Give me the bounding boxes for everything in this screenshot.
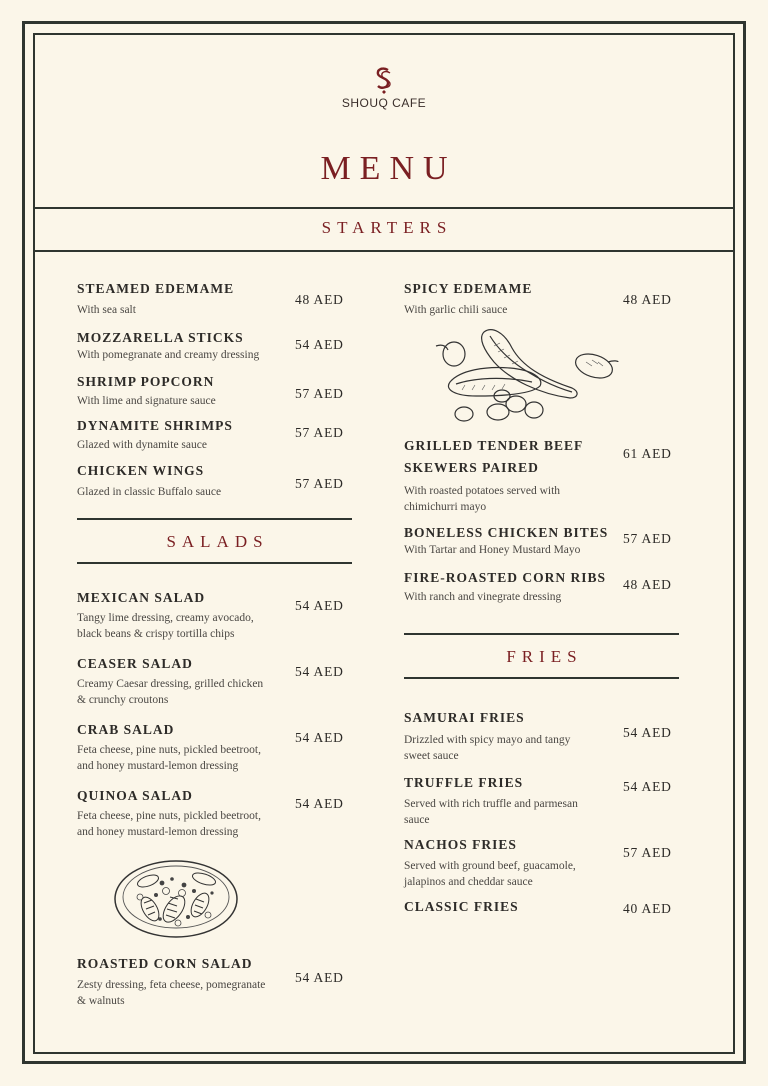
- item-desc: jalapinos and cheddar sauce: [404, 876, 533, 888]
- menu-item: [77, 787, 261, 840]
- item-price: 54 AED: [295, 598, 344, 613]
- item-desc: With Tartar and Honey Mustard Mayo: [404, 544, 581, 556]
- menu-item: [77, 721, 261, 774]
- item-desc: Zesty dressing, feta cheese, pomegranate: [77, 979, 266, 991]
- item-desc: With ranch and vinegrate dressing: [404, 591, 562, 603]
- item-price: 57 AED: [295, 425, 344, 440]
- item-name: ROASTED CORN SALAD: [77, 956, 253, 971]
- item-price: 54 AED: [295, 730, 344, 745]
- brand-name: SHOUQ CAFE: [341, 96, 427, 110]
- section-title-fries: FRIES: [506, 647, 583, 666]
- menu-item: [77, 417, 233, 453]
- item-price: 54 AED: [295, 664, 344, 679]
- item-desc: sauce: [404, 814, 430, 826]
- fries-rule-top: [404, 633, 679, 635]
- salads-rule-top: [77, 518, 352, 520]
- item-desc: & crunchy croutons: [77, 694, 169, 706]
- item-desc: Served with ground beef, guacamole,: [404, 860, 576, 872]
- item-name: TRUFFLE FRIES: [404, 775, 524, 790]
- item-desc: Glazed in classic Buffalo sauce: [77, 486, 222, 498]
- item-desc: and honey mustard-lemon dressing: [77, 760, 239, 772]
- item-desc: Glazed with dynamite sauce: [77, 439, 207, 451]
- salad-bowl-illustration: [112, 853, 240, 941]
- menu-item: [77, 589, 254, 642]
- menu-item: [404, 280, 532, 318]
- item-name: SAMURAI FRIES: [404, 710, 525, 725]
- brand-logo: [334, 66, 434, 110]
- item-desc: black beans & crispy tortilla chips: [77, 628, 235, 640]
- menu-item: [77, 462, 221, 500]
- item-price: 61 AED: [623, 446, 672, 461]
- item-desc: Feta cheese, pine nuts, pickled beetroot,: [77, 744, 261, 756]
- item-name: CHICKEN WINGS: [77, 463, 205, 478]
- item-desc: chimichurri mayo: [404, 501, 487, 513]
- item-desc: With roasted potatoes served with: [404, 485, 561, 497]
- item-name: DYNAMITE SHRIMPS: [77, 418, 233, 433]
- item-price: 54 AED: [295, 337, 344, 352]
- item-name: SPICY EDEMAME: [404, 281, 533, 296]
- item-name: SHRIMP POPCORN: [77, 374, 215, 389]
- item-desc: sweet sauce: [404, 750, 459, 762]
- item-name: BONELESS CHICKEN BITES: [404, 525, 609, 540]
- item-name: CRAB SALAD: [77, 722, 175, 737]
- item-name: MEXICAN SALAD: [77, 590, 206, 605]
- page-title: MENU: [320, 150, 457, 187]
- item-price: 57 AED: [623, 531, 672, 546]
- section-title-starters: STARTERS: [321, 218, 453, 237]
- item-price: 57 AED: [295, 476, 344, 491]
- item-desc: Feta cheese, pine nuts, pickled beetroot,: [77, 810, 261, 822]
- shouq-logo-icon: [373, 66, 395, 96]
- item-price: 57 AED: [295, 386, 344, 401]
- menu-item: [404, 709, 570, 764]
- menu-item: [404, 774, 578, 828]
- item-desc: With pomegranate and creamy dressing: [77, 349, 260, 361]
- menu-item: [77, 280, 234, 318]
- item-price: 54 AED: [623, 779, 672, 794]
- menu-item: [404, 569, 606, 605]
- item-desc: With lime and signature sauce: [77, 395, 216, 407]
- item-name: STEAMED EDEMAME: [77, 281, 235, 296]
- item-price: 48 AED: [623, 577, 672, 592]
- item-name: QUINOA SALAD: [77, 788, 193, 803]
- item-price: 48 AED: [295, 292, 344, 307]
- menu-item: [77, 329, 259, 363]
- fries-rule-bottom: [404, 677, 679, 679]
- item-name: SKEWERS PAIRED: [404, 460, 539, 475]
- item-name: MOZZARELLA STICKS: [77, 330, 244, 345]
- header-divider: [33, 207, 735, 209]
- item-price: 54 AED: [295, 970, 344, 985]
- item-name: GRILLED TENDER BEEF: [404, 438, 584, 453]
- item-name: NACHOS FRIES: [404, 837, 517, 852]
- starters-divider: [33, 250, 735, 252]
- item-desc: Creamy Caesar dressing, grilled chicken: [77, 678, 264, 690]
- item-name: CLASSIC FRIES: [404, 899, 519, 914]
- menu-item: [77, 655, 263, 708]
- item-desc: Served with rich truffle and parmesan: [404, 798, 578, 810]
- item-price: 54 AED: [295, 796, 344, 811]
- item-desc: Drizzled with spicy mayo and tangy: [404, 734, 571, 746]
- salads-rule-bottom: [77, 562, 352, 564]
- menu-item: [77, 373, 216, 409]
- edamame-illustration: [432, 326, 620, 426]
- item-price: 57 AED: [623, 845, 672, 860]
- item-desc: With sea salt: [77, 304, 136, 316]
- item-desc: With garlic chili sauce: [404, 304, 508, 316]
- item-price: 48 AED: [623, 292, 672, 307]
- item-price: 54 AED: [623, 725, 672, 740]
- item-desc: Tangy lime dressing, creamy avocado,: [77, 612, 254, 624]
- item-name: FIRE-ROASTED CORN RIBS: [404, 570, 607, 585]
- menu-item: [77, 955, 265, 1009]
- menu-item: [404, 437, 583, 515]
- item-price: 40 AED: [623, 901, 672, 916]
- item-name: CEASER SALAD: [77, 656, 193, 671]
- item-desc: and honey mustard-lemon dressing: [77, 826, 239, 838]
- menu-item: [404, 898, 519, 916]
- menu-item: [404, 524, 608, 558]
- menu-item: [404, 836, 576, 890]
- item-desc: & walnuts: [77, 995, 125, 1007]
- section-title-salads: SALADS: [166, 532, 269, 551]
